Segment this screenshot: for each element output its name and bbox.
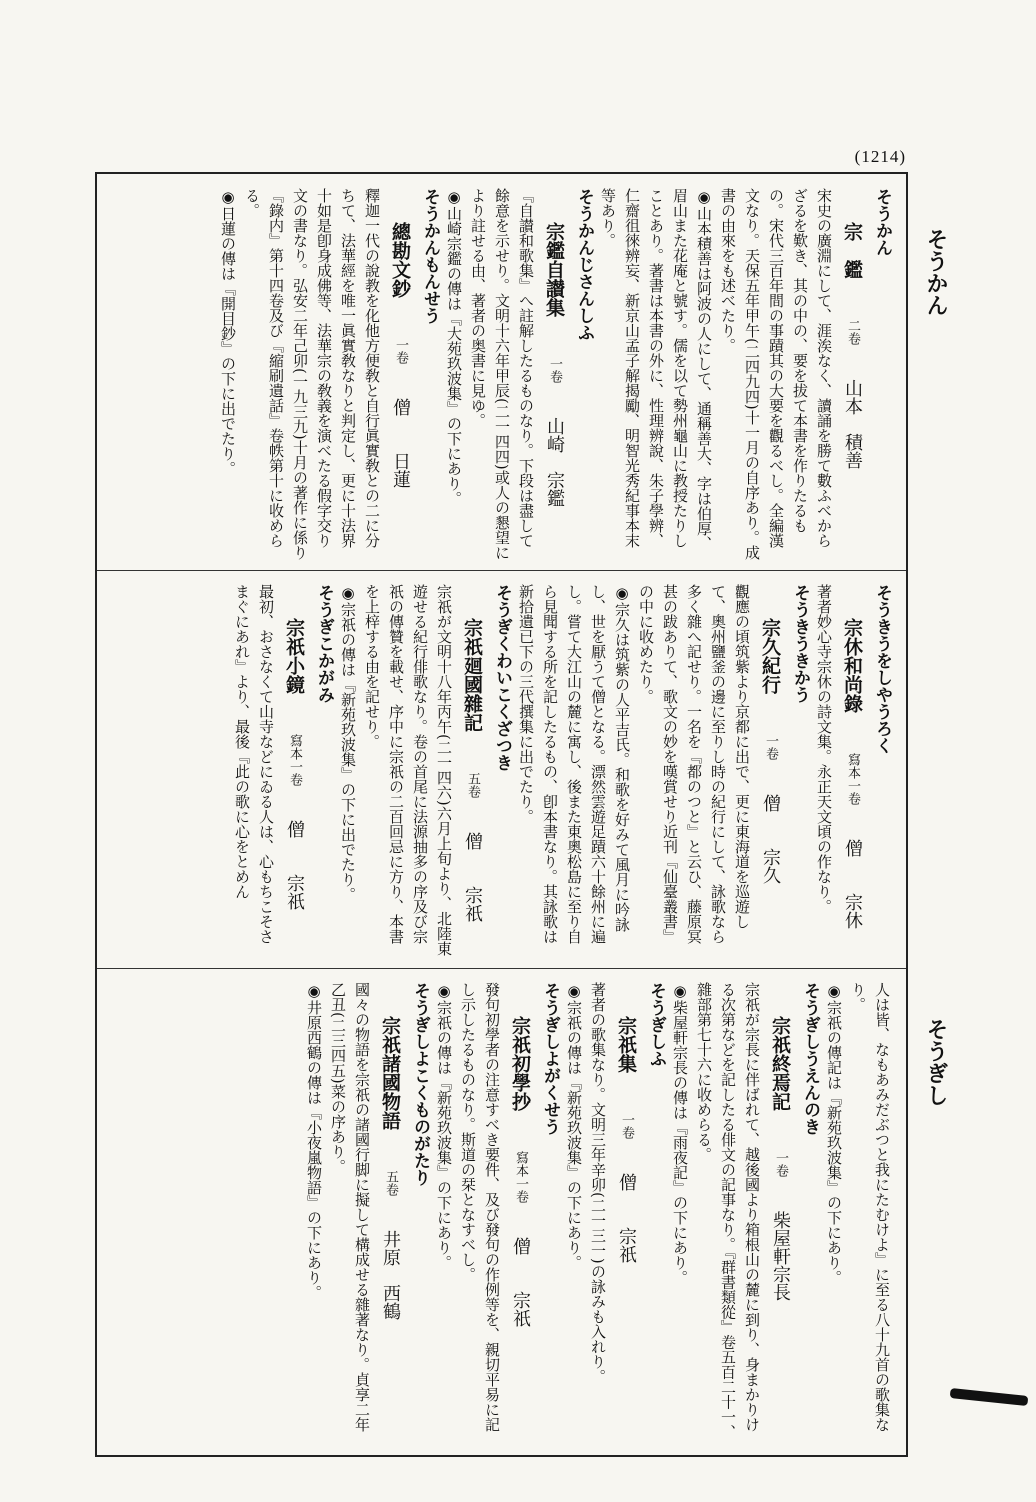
band-columns xyxy=(109,982,894,1445)
entry-volumes: 二卷 xyxy=(845,319,860,345)
band-bottom xyxy=(97,968,906,1455)
entry-title: 宗休和尚錄 xyxy=(841,618,863,713)
dictionary-frame xyxy=(95,172,908,1457)
entry-body: 國々の物語を宗祇の諸國行脚に擬して構成せる雜著なり。貞享二年乙丑(二三四五)菜の序あり。 xyxy=(329,982,371,1432)
entry-body: 『自讃和歌集』へ註解したるものなり。下段は盡して餘意を示せり。文明十六年甲辰(二一四四)或人の懇望により註せる由、著者の奥書に見ゆ。 xyxy=(469,188,535,560)
entry-author: 山本 積善 xyxy=(842,379,863,469)
entry-reference: ◉日蓮の傳は『開目鈔』の下に出でたり。 xyxy=(219,188,237,476)
entry-volumes: 一卷 xyxy=(773,1151,788,1177)
entry-body: 宋史の廣淵にして、涯涘なく、讀誦を勝て數ふべからざるを歎き、其の中の、要を拔て本書を作りたるもの。宋代三百年間の事蹟其の大要を觀るべし。全編漢文なり。天保五年甲午(二四九四)十一月の自序あり。成書の由來をも述べたり。 xyxy=(719,188,833,560)
entry-reference: ◉井原西鶴の傳は『小夜嵐物語』の下にあり。 xyxy=(305,982,323,1300)
entry-author: 僧 宗祇 xyxy=(510,1237,531,1327)
entry-author: 僧 宗久 xyxy=(760,794,781,884)
entry-author: 柴屋軒宗長 xyxy=(770,1211,791,1301)
entry-title: 宗祇集 xyxy=(615,1016,637,1073)
band-top xyxy=(97,174,906,571)
band-columns xyxy=(109,584,894,958)
entry-title-line xyxy=(542,188,566,560)
entry-body: 宗祇が宗長に伴ばれて、越後國より箱根山の麓に到り、身まかりける次第などを記したる俳文の記事なり。『群書類從』卷五百二十一、雜部第七十六に收めらる。 xyxy=(695,982,761,1440)
entry-author: 井原 西鶴 xyxy=(380,1230,401,1320)
entry-body: 釋迦一代の說教を化他方便敎と自行眞實敎との二に分ちて、法華經を唯一眞實敎なりと判定し、更に十法界十如是卽身成佛等、法華宗の敎義を演べたる假字交り文の書なり。弘安二年己卯(一九三九)十月の著作に係り『錄内』第十四卷及び『縮刷遺話』卷帙第十に收めらる。 xyxy=(243,188,381,560)
entry-body: 著者妙心寺宗休の詩文集。永正天文頃の作なり。 xyxy=(815,584,833,914)
entry-reference: ◉宗祇の傳は『新苑玖波集』の下にあり。 xyxy=(435,982,453,1270)
entry-title-line xyxy=(282,584,306,958)
entry-reference: ◉山本積善は阿波の人にして、通稱善大、字は伯厚、眉山また花庵と號す。儒を以て勢州龜山に教授たりしことあり。著書は本書の外に、性理辨說、朱子學辨、仁齋徂徠辨妄、新京山孟子解揭勵、明智光秀紀事本末等あり。 xyxy=(599,188,713,551)
entry-title: 宗鑑自讃集 xyxy=(543,222,565,317)
entry-title-line xyxy=(840,188,864,560)
entry-reading: そうかん xyxy=(872,188,892,256)
entry-author: 僧 宗祇 xyxy=(616,1173,637,1263)
entry-title-line xyxy=(758,584,782,958)
entry-title: 宗祇終焉記 xyxy=(769,1016,791,1111)
entry-volumes: 一卷 xyxy=(619,1113,634,1139)
entry-reading: そうかんもんせう xyxy=(420,188,440,324)
entry-body: 人は皆、なもあみだぶつと我にたむけよ』に至る八十九首の歌集なり。 xyxy=(849,982,891,1432)
band-middle xyxy=(97,570,906,969)
entry-body: 宗祇が文明十八年丙午(二一四六)六月上旬より、北陸東遊せる紀行俳歌なり。卷の首尾に法源抽多の序及び宗祇の傳贊を載せ、序中に宗祇の二百回忌に方り、本書を上梓する由を記せり。 xyxy=(363,584,453,956)
entry-volumes: 五卷 xyxy=(383,1170,398,1196)
entry-reading: そうぎしよこくものがたり xyxy=(410,982,430,1186)
entry-reading: そうきうきかう xyxy=(790,584,810,703)
entry-title-line xyxy=(508,982,532,1445)
entry-volumes: 一卷 xyxy=(547,357,562,383)
entry-reference: ◉山崎宗鑑の傳は『大苑玖波集』の下にあり。 xyxy=(445,188,463,506)
band-columns xyxy=(109,188,894,560)
entry-reading: そうきうをしやうろく xyxy=(872,584,892,754)
entry-body: 發句初學者の注意すべき要件、及び發句の作例等を、親切平易に記し示したるものなり。斯道の栞となすべし。 xyxy=(459,982,501,1432)
entry-volumes: 寫本一卷 xyxy=(513,1151,528,1203)
entry-body: 最初、おさなくて山寺などにゐる人は、心もちこそさまぐにあれ』より、最後『此の歌に心をとめん xyxy=(233,584,275,944)
entry-title-line xyxy=(460,584,484,958)
entry-volumes: 寫本一卷 xyxy=(287,734,302,786)
entry-author: 僧 宗祇 xyxy=(462,832,483,922)
entry-reference: ◉柴屋軒宗長の傳は『雨夜記』の下にあり。 xyxy=(671,982,689,1285)
entry-title: 宗祇諸國物語 xyxy=(379,1016,401,1130)
entry-title-line xyxy=(840,584,864,958)
entry-body: 觀應の頃筑紫より京都に出で、更に東海道を巡遊して、奧州鹽釜の邊に至りし時の紀行にして、詠歌なら多く雜へ記せり。一名を『都のつと』と云ひ、藤原冥甚の跋ありて、歌文の妙を嘆賞せり近刊『仙臺叢書』の中に收めたり。 xyxy=(637,584,751,944)
entry-reading: そうぎしうえんのき xyxy=(800,982,820,1135)
page-edge-mark xyxy=(950,1388,1029,1406)
entry-volumes: 一卷 xyxy=(393,338,408,364)
entry-title: 宗祇廻國雜記 xyxy=(461,618,483,732)
entry-reading: そうぎしよがくせう xyxy=(540,982,560,1135)
entry-volumes: 五卷 xyxy=(465,772,480,798)
entry-reference: ◉宗祇の傳は『新苑玖波集』の下に出でたり。 xyxy=(339,584,357,902)
entry-reference: ◉宗祇の傳記は『新苑玖波集』の下にあり。 xyxy=(825,982,843,1285)
entry-title-line xyxy=(768,982,792,1445)
entry-author: 僧 宗休 xyxy=(842,839,863,929)
entry-title: 宗祇初學抄 xyxy=(509,1016,531,1111)
entry-author: 僧 日蓮 xyxy=(390,398,411,488)
entry-author: 山崎 宗鑑 xyxy=(544,417,565,507)
entry-title-line xyxy=(614,982,638,1445)
entry-title-line xyxy=(378,982,402,1445)
entry-reading: そうかんじさんしふ xyxy=(574,188,594,341)
entry-title: 總勘文鈔 xyxy=(389,222,411,298)
page-number: (1214) xyxy=(854,147,906,166)
entry-title-line xyxy=(388,188,412,560)
entry-reading: そうぎこかがみ xyxy=(314,584,334,703)
entry-title: 宗祇小鏡 xyxy=(283,618,305,694)
side-label-top: そうかん xyxy=(923,228,949,316)
entry-volumes: 一卷 xyxy=(763,734,778,760)
entry-reference: ◉宗久は筑紫の人平吉氏。和歌を好みて風月に吟詠し、世を厭うて僧となる。漂然雲遊足蹟六十餘州に遍し。嘗て大江山の麓に寓し、後また東奧松島に至り自ら見聞する所を記したるもの、卽本書なり。其詠歌は新拾遺已下の三代撰集に出でたり。 xyxy=(517,584,631,944)
entry-author: 僧 宗祇 xyxy=(284,820,305,910)
entry-volumes: 寫本一卷 xyxy=(845,753,860,805)
entry-reference: ◉宗祇の傳は『新苑玖波集』の下にあり。 xyxy=(565,982,583,1270)
entry-reading: そうぎくわいこくざつき xyxy=(492,584,512,771)
entry-reading: そうぎしふ xyxy=(646,982,666,1067)
side-label-bottom: そうぎし xyxy=(923,1018,949,1106)
entry-body: 著者の歌集なり。文明三年辛卯(二一三一)の詠みも入れり。 xyxy=(589,982,607,1384)
entry-title: 宗 鑑 xyxy=(841,222,863,279)
entry-title: 宗久紀行 xyxy=(759,618,781,694)
